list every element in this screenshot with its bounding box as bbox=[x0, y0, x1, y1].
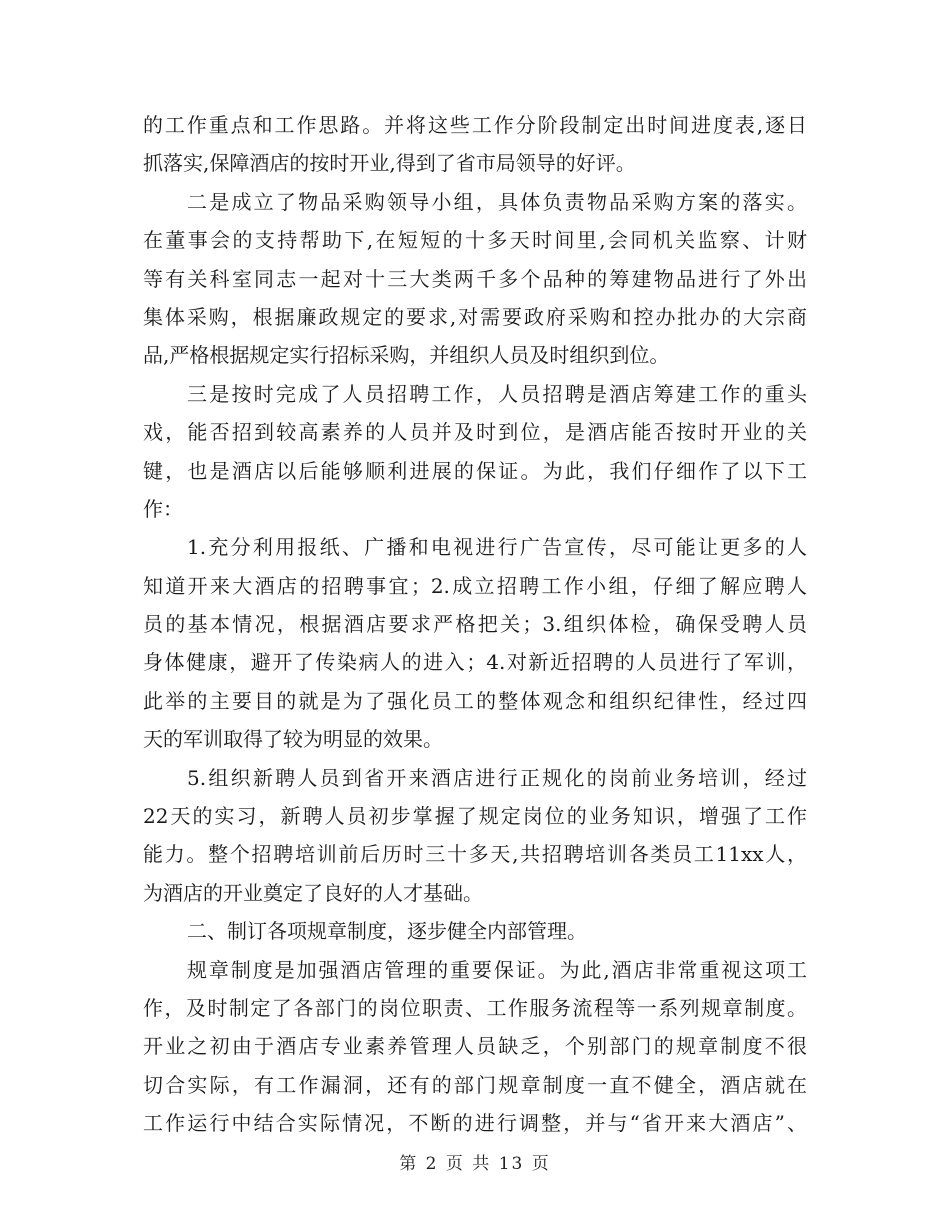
text-line: 作，及时制定了各部门的岗位职责、工作服务流程等一系列规章制度。 bbox=[143, 995, 807, 1020]
document-body bbox=[143, 106, 807, 1143]
paragraph-start-line: 5.组织新聘人员到省开来酒店进行正规化的岗前业务培训，经过 bbox=[187, 765, 807, 790]
text-line: 开业之初由于酒店专业素养管理人员缺乏，个别部门的规章制度不很 bbox=[143, 1034, 807, 1059]
paragraph-start-line: 二是成立了物品采购领导小组，具体负责物品采购方案的落实。 bbox=[187, 189, 807, 214]
text-line: 抓落实,保障酒店的按时开业,得到了省市局领导的好评。 bbox=[143, 151, 636, 176]
text-line: 切合实际，有工作漏洞，还有的部门规章制度一直不健全，酒店就在 bbox=[143, 1072, 807, 1097]
text-line: 22天的实习，新聘人员初步掌握了规定岗位的业务知识，增强了工作 bbox=[143, 804, 807, 829]
text-line: 天的军训取得了较为明显的效果。 bbox=[143, 727, 443, 752]
paragraph-start-line: 三是按时完成了人员招聘工作，人员招聘是酒店筹建工作的重头 bbox=[187, 381, 807, 406]
text-line: 身体健康，避开了传染病人的进入；4.对新近招聘的人员进行了军训， bbox=[143, 650, 807, 675]
paragraph-start-line: 规章制度是加强酒店管理的重要保证。为此,酒店非常重视这项工 bbox=[187, 957, 807, 982]
paragraph-start-line: 1.充分利用报纸、广播和电视进行广告宣传，尽可能让更多的人 bbox=[187, 535, 807, 560]
text-line: 在董事会的支持帮助下,在短短的十多天时间里,会同机关监察、计财 bbox=[143, 228, 807, 253]
text-line: 为酒店的开业奠定了良好的人才基础。 bbox=[143, 880, 483, 905]
text-line: 的工作重点和工作思路。并将这些工作分阶段制定出时间进度表,逐日 bbox=[143, 113, 807, 137]
text-line: 此举的主要目的就是为了强化员工的整体观念和组织纪律性，经过四 bbox=[143, 688, 807, 713]
text-line: 知道开来大酒店的招聘事宜；2.成立招聘工作小组，仔细了解应聘人 bbox=[143, 573, 807, 598]
text-line: 品,严格根据规定实行招标采购，并组织人员及时组织到位。 bbox=[143, 343, 670, 368]
text-line: 员的基本情况，根据酒店要求严格把关；3.组织体检，确保受聘人员 bbox=[143, 612, 807, 637]
text-line: 工作运行中结合实际情况，不断的进行调整，并与“省开来大酒店”、 bbox=[143, 1111, 807, 1136]
text-line: 能力。整个招聘培训前后历时三十多天,共招聘培训各类员工11xx人， bbox=[143, 842, 807, 867]
text-line: 作： bbox=[143, 496, 183, 521]
text-line: 集体采购，根据廉政规定的要求,对需要政府采购和控办批办的大宗商 bbox=[143, 304, 807, 329]
page-number-footer: 第 2 页 共 13 页 bbox=[399, 1154, 551, 1174]
text-line: 等有关科室同志一起对十三大类两千多个品种的筹建物品进行了外出 bbox=[143, 266, 807, 291]
text-line: 键，也是酒店以后能够顺利进展的保证。为此，我们仔细作了以下工 bbox=[143, 458, 807, 483]
text-line: 戏，能否招到较高素养的人员并及时到位，是酒店能否按时开业的关 bbox=[143, 420, 807, 445]
section-heading: 二、制订各项规章制度，逐步健全内部管理。 bbox=[187, 919, 587, 944]
